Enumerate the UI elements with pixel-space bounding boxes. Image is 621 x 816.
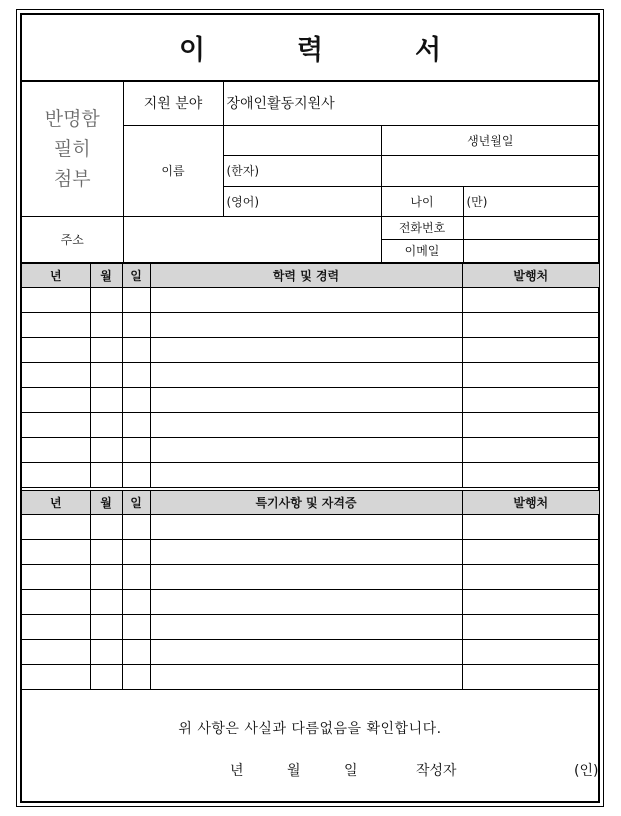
history-header-row <box>22 264 599 288</box>
phone-label: 전화번호 <box>381 216 463 239</box>
cert-issuer-cell[interactable] <box>462 515 599 540</box>
history-header-content: 학력 및 경력 <box>150 264 462 288</box>
history-issuer-cell[interactable] <box>462 463 599 488</box>
cert-day-cell[interactable] <box>122 665 150 690</box>
history-day-cell[interactable] <box>122 313 150 338</box>
photo-note-line-2: 필히 <box>53 137 91 160</box>
cert-header-day: 일 <box>122 491 150 515</box>
cert-year-cell[interactable] <box>22 665 90 690</box>
cert-header-content: 특기사항 및 자격증 <box>150 491 462 515</box>
history-day-cell[interactable] <box>122 288 150 313</box>
cert-row <box>22 590 599 615</box>
history-content-cell[interactable] <box>150 438 462 463</box>
history-month-cell[interactable] <box>90 388 122 413</box>
cert-header-row <box>22 491 599 515</box>
cert-issuer-cell[interactable] <box>462 590 599 615</box>
history-month-cell[interactable] <box>90 313 122 338</box>
history-header-year: 년 <box>22 264 90 288</box>
cert-content-cell[interactable] <box>150 565 462 590</box>
history-issuer-cell[interactable] <box>462 363 599 388</box>
history-day-cell[interactable] <box>122 388 150 413</box>
history-content-cell[interactable] <box>150 313 462 338</box>
history-issuer-cell[interactable] <box>462 313 599 338</box>
name-hanja-cell[interactable]: (한자) <box>223 155 381 186</box>
confirmation-text: 위 사항은 사실과 다름없음을 확인합니다. <box>178 721 442 737</box>
cert-header-year: 년 <box>22 491 90 515</box>
history-month-cell[interactable] <box>90 438 122 463</box>
history-issuer-cell[interactable] <box>462 288 599 313</box>
cert-day-cell[interactable] <box>122 540 150 565</box>
age-label: 나이 <box>381 186 463 216</box>
seal-label[interactable]: (인) <box>574 763 599 779</box>
field-label: 지원 분야 <box>123 82 223 125</box>
address-label: 주소 <box>22 216 123 262</box>
cert-day-cell[interactable] <box>122 515 150 540</box>
history-year-cell[interactable] <box>22 388 90 413</box>
history-row <box>22 438 599 463</box>
history-header-month: 월 <box>90 264 122 288</box>
history-day-cell[interactable] <box>122 463 150 488</box>
email-value-cell[interactable] <box>463 239 599 262</box>
history-row <box>22 313 599 338</box>
age-value-cell[interactable]: (만) <box>463 186 599 216</box>
cert-content-cell[interactable] <box>150 540 462 565</box>
photo-note-line-1: 반명함 <box>44 107 100 130</box>
cert-content-cell[interactable] <box>150 665 462 690</box>
cert-month-cell[interactable] <box>90 565 122 590</box>
history-issuer-cell[interactable] <box>462 413 599 438</box>
history-month-cell[interactable] <box>90 413 122 438</box>
history-month-cell[interactable] <box>90 363 122 388</box>
history-row <box>22 463 599 488</box>
cert-row <box>22 665 599 690</box>
cert-year-cell[interactable] <box>22 565 90 590</box>
history-header-day: 일 <box>122 264 150 288</box>
history-row <box>22 388 599 413</box>
name-label: 이름 <box>123 125 223 216</box>
sign-day-label: 일 <box>344 763 358 779</box>
history-body <box>22 288 599 488</box>
history-day-cell[interactable] <box>122 338 150 363</box>
history-year-cell[interactable] <box>22 463 90 488</box>
history-row <box>22 338 599 363</box>
cert-table <box>22 490 599 690</box>
history-year-cell[interactable] <box>22 338 90 363</box>
footer <box>22 690 598 802</box>
title-char-2: 력 <box>296 34 324 66</box>
history-content-cell[interactable] <box>150 463 462 488</box>
history-day-cell[interactable] <box>122 438 150 463</box>
cert-month-cell[interactable] <box>90 515 122 540</box>
personal-info-table <box>22 82 599 263</box>
cert-day-cell[interactable] <box>122 565 150 590</box>
cert-content-cell[interactable] <box>150 615 462 640</box>
sign-month-label: 월 <box>287 763 301 779</box>
cert-content-cell[interactable] <box>150 640 462 665</box>
history-issuer-cell[interactable] <box>462 438 599 463</box>
cert-month-cell[interactable] <box>90 640 122 665</box>
cert-month-cell[interactable] <box>90 590 122 615</box>
writer-label: 작성자 <box>416 763 457 779</box>
history-year-cell[interactable] <box>22 288 90 313</box>
photo-placeholder <box>22 82 123 216</box>
email-label: 이메일 <box>381 239 463 262</box>
field-value[interactable]: 장애인활동지원사 <box>223 82 599 125</box>
cert-year-cell[interactable] <box>22 615 90 640</box>
history-content-cell[interactable] <box>150 363 462 388</box>
birth-label: 생년월일 <box>381 125 599 155</box>
birth-value-cell[interactable] <box>381 155 599 186</box>
history-month-cell[interactable] <box>90 338 122 363</box>
history-month-cell[interactable] <box>90 288 122 313</box>
title-char-1: 이 <box>178 34 206 66</box>
phone-value-cell[interactable] <box>463 216 599 239</box>
history-issuer-cell[interactable] <box>462 388 599 413</box>
cert-issuer-cell[interactable] <box>462 665 599 690</box>
cert-year-cell[interactable] <box>22 640 90 665</box>
history-content-cell[interactable] <box>150 388 462 413</box>
history-table <box>22 263 599 488</box>
history-issuer-cell[interactable] <box>462 338 599 363</box>
cert-year-cell[interactable] <box>22 540 90 565</box>
cert-content-cell[interactable] <box>150 590 462 615</box>
cert-year-cell[interactable] <box>22 590 90 615</box>
cert-month-cell[interactable] <box>90 665 122 690</box>
history-year-cell[interactable] <box>22 363 90 388</box>
cert-year-cell[interactable] <box>22 515 90 540</box>
title-char-3: 서 <box>414 34 442 66</box>
history-day-cell[interactable] <box>122 363 150 388</box>
history-day-cell[interactable] <box>122 413 150 438</box>
history-row <box>22 288 599 313</box>
photo-note-line-3: 첨부 <box>53 167 91 190</box>
cert-row <box>22 615 599 640</box>
history-content-cell[interactable] <box>150 413 462 438</box>
name-english-cell[interactable]: (영어) <box>223 186 381 216</box>
cert-day-cell[interactable] <box>122 615 150 640</box>
address-value-cell[interactable] <box>123 216 381 262</box>
cert-header-month: 월 <box>90 491 122 515</box>
page-title <box>22 15 598 79</box>
history-year-cell[interactable] <box>22 413 90 438</box>
cert-day-cell[interactable] <box>122 590 150 615</box>
history-year-cell[interactable] <box>22 438 90 463</box>
history-header-issuer: 발행처 <box>462 264 599 288</box>
cert-issuer-cell[interactable] <box>462 565 599 590</box>
cert-issuer-cell[interactable] <box>462 540 599 565</box>
cert-body <box>22 515 599 690</box>
cert-month-cell[interactable] <box>90 615 122 640</box>
history-month-cell[interactable] <box>90 463 122 488</box>
cert-row <box>22 515 599 540</box>
history-content-cell[interactable] <box>150 288 462 313</box>
history-row <box>22 413 599 438</box>
cert-row <box>22 565 599 590</box>
cert-day-cell[interactable] <box>122 640 150 665</box>
history-row <box>22 363 599 388</box>
history-year-cell[interactable] <box>22 313 90 338</box>
name-korean-cell[interactable] <box>223 125 381 155</box>
cert-row <box>22 640 599 665</box>
cert-month-cell[interactable] <box>90 540 122 565</box>
cert-row <box>22 540 599 565</box>
cert-issuer-cell[interactable] <box>462 640 599 665</box>
cert-header-issuer: 발행처 <box>462 491 599 515</box>
cert-issuer-cell[interactable] <box>462 615 599 640</box>
history-content-cell[interactable] <box>150 338 462 363</box>
sign-year-label: 년 <box>230 763 244 779</box>
cert-content-cell[interactable] <box>150 515 462 540</box>
